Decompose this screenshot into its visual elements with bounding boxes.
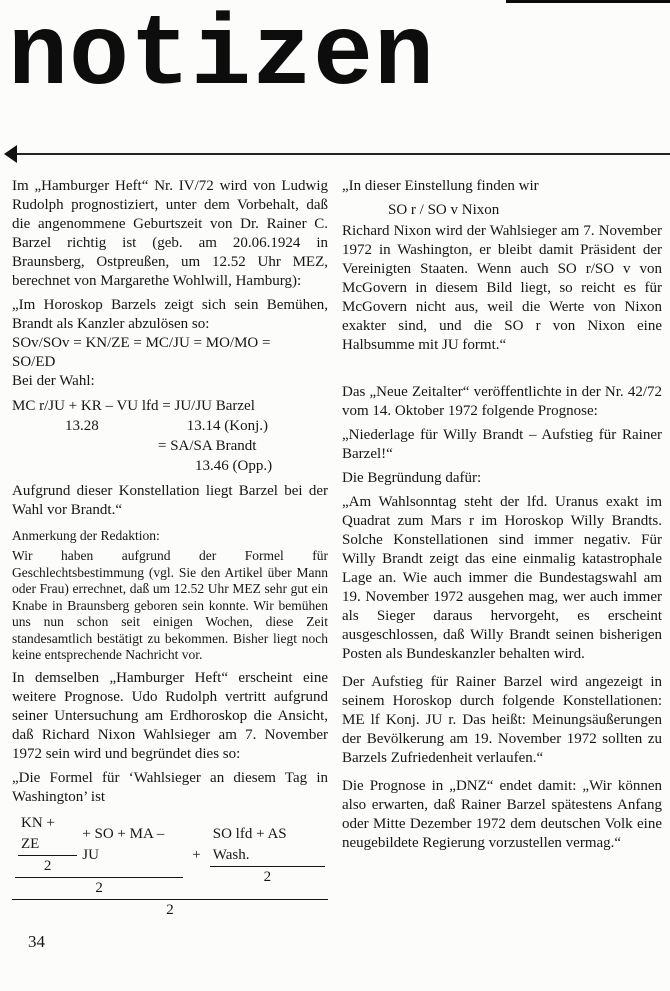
washington-formula-block (12, 813, 328, 921)
paragraph-konstellation-result: Aufgrund dieser Konstellation liegt Barzel bei der Wahl vor Brandt.“ (12, 483, 328, 518)
paragraph-begruendung: Die Begründung dafür: (342, 470, 482, 486)
page-title: notizen (8, 1, 436, 114)
fraction-left (15, 813, 183, 899)
fraction-numerator: KN + ZE (21, 814, 55, 852)
value-1314-konj: 13.14 (Konj.) (186, 418, 268, 434)
plus-operator: + (192, 847, 201, 863)
horizontal-divider (17, 153, 670, 155)
paragraph-aufstieg-barzel: Der Aufstieg für Rainer Barzel wird angezeigt in seinem Horoskop durch folgende Konstellationen: ME lf Konj. JU r. Das heißt: Meinungsäußerungen der Bevölkerung am 19. November 1972 sollten zu Barzels Zufriedenheit verlaufen.“ (342, 674, 662, 766)
header-rule (4, 144, 670, 164)
left-arrow-icon (4, 145, 17, 163)
fraction-right (210, 824, 325, 888)
value-1346-opp: 13.46 (Opp.) (195, 458, 273, 474)
page-top-edge-mark (506, 0, 670, 3)
paragraph-nixon-wahlsieger: Richard Nixon wird der Wahlsieger am 7. November 1972 in Washington, er bleibt damit Präsident der Vereinigten Staaten. Wenn auch SO r/SO v von McGovern in diesem Bild liegt, so reicht es für McGovern nicht aus, weil die Werte von Nixon exakter sind, und die SO r von Nixon eine Halbsumme mit JU formt.“ (342, 223, 662, 353)
value-1328: 13.28 (65, 418, 99, 434)
constellation-line-1: SOv/SOv = KN/ZE = MC/JU = MO/MO = (12, 335, 271, 351)
paragraph-einstellung-line: „In dieser Einstellung finden wir (342, 178, 539, 194)
fraction-denominator: 2 (210, 866, 325, 888)
article-body (12, 177, 662, 921)
label-bei-der-wahl: Bei der Wahl: (12, 373, 95, 389)
paragraph-dnz-prognose: Die Prognose in „DNZ“ endet damit: „Wir können also erwarten, daß Rainer Barzel spätestens Anfang oder Mitte Dezember 1972 dem deutschen Volk eine neugebildete Regierung vorzustellen vermag.“ (342, 778, 662, 851)
left-column (12, 177, 328, 921)
formula-terms: + SO + MA – JU (82, 825, 165, 863)
fraction-denominator-outer: 2 (12, 899, 328, 921)
paragraph-intro-barzel: Im „Hamburger Heft“ Nr. IV/72 wird von Ludwig Rudolph prognostiziert, unter dem Vorbehalt, daß die angenommene Geburtszeit von Dr. Rainer C. Barzel richtig ist (geb. am 20.06.1924 in Braunsberg, Ostpreußen, um 12.52 Uhr MEZ, berechnet von Margarethe Wohlwill, Hamburg): (12, 178, 328, 289)
formula-line-sa: = SA/SA Brandt (158, 438, 257, 454)
formula-line-mc: MC r/JU + KR – VU lfd = JU/JU Barzel (12, 398, 255, 414)
editor-note-heading: Anmerkung der Redaktion: (12, 528, 160, 543)
paragraph-niederlage-brandt: „Niederlage für Willy Brandt – Aufstieg für Rainer Barzel!“ (342, 427, 662, 462)
constellation-line-2: SO/ED (12, 354, 56, 370)
right-column (342, 177, 662, 921)
editor-note-body: Wir haben aufgrund der Formel für Geschlechtsbestimmung (vgl. Sie den Artikel über Mann oder Frau) errechnet, daß um 12.52 Uhr MEZ sehr gut ein Knabe in Braunsberg geboren sein konnte. Wir bemühen uns nun schon seit einigen Wochen, diese Zeit standesamtlich bestätigt zu bekommen. Bisher liegt noch keine entsprechende Nachricht vor. (12, 548, 328, 662)
page-number: 34 (28, 932, 45, 951)
so-nixon-formula: SO r / SO v Nixon (388, 202, 500, 218)
fraction-denominator: 2 (18, 855, 77, 877)
election-formula-block (12, 396, 328, 476)
fraction-kn-ze (18, 813, 77, 877)
paragraph-nixon-prognose: In demselben „Hamburger Heft“ erscheint eine weitere Prognose. Udo Rudolph vertritt aufgrund seiner Untersuchung am Erdhoroskop die Ansicht, daß Richard Nixon Wahlsieger am 7. November 1972 sein wird und begründet dies so: (12, 669, 328, 762)
paragraph-neue-zeitalter: Das „Neue Zeitalter“ veröffentlichte in der Nr. 42/72 vom 14. Oktober 1972 folgende Prognose: (342, 384, 662, 419)
fraction-outer (12, 813, 328, 921)
fraction-numerator: SO lfd + AS Wash. (212, 825, 287, 863)
fraction-denominator: 2 (15, 877, 183, 899)
paragraph-horoskop-quote: „Im Horoskop Barzels zeigt sich sein Bemühen, Brandt als Kanzler abzulösen so: (12, 297, 328, 332)
paragraph-wahlsonntag: „Am Wahlsonntag steht der lfd. Uranus exakt im Quadrat zum Mars r im Horoskop Willy Brandts. Solche Konstellationen sind immer negativ. Für Willy Brandt zeigt das eine einmalig katastrophale Lage an. Wie auch immer die Bundestagswahl am 19. November 1972 ausgehen mag, wer auch immer als Sieger daraus hervorgeht, es erscheint ausgeschlossen, daß Willy Brandt seinen bisherigen Posten als Bundeskanzler behalten wird. (342, 494, 662, 662)
paragraph-formel-wahlsieger: „Die Formel für ‘Wahlsieger an diesem Tag in Washington’ ist (12, 769, 328, 805)
formula-values-row (12, 416, 328, 436)
